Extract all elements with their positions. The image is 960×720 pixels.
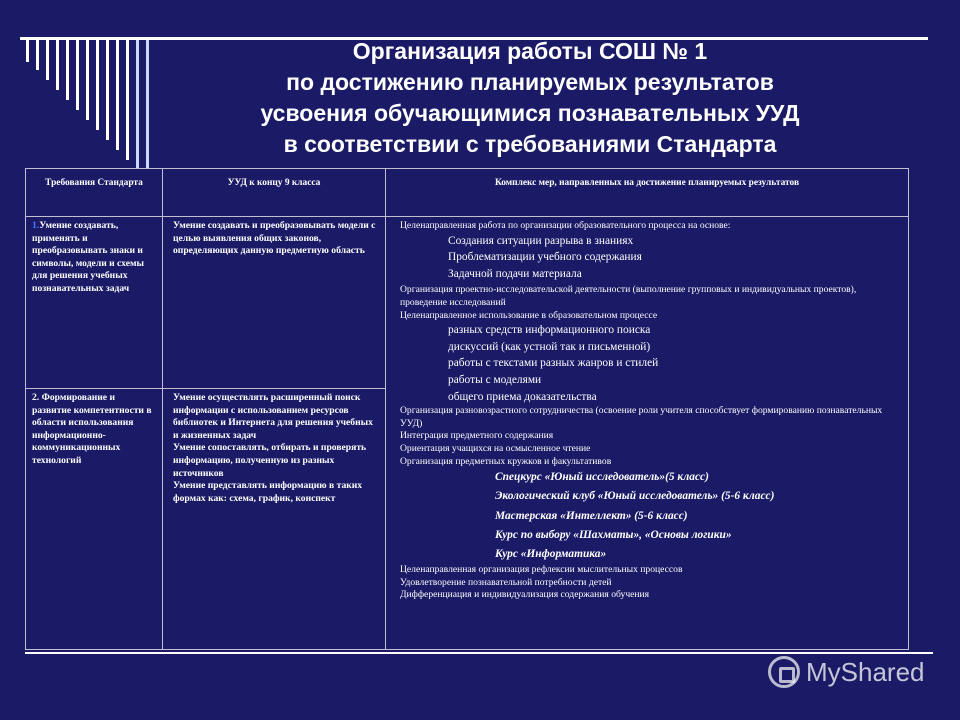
measure-item: Ориентация учащихся на осмысленное чтение [400, 442, 591, 454]
item-number: 1. [32, 220, 40, 231]
uud-text: Умение сопоставлять, отбирать и проверять информацию, полученную из разных источников [173, 442, 367, 479]
watermark-text: MyShared [806, 656, 925, 687]
measure-item: Целенаправленное использование в образовательном процессе [400, 309, 658, 321]
requirement-text: Умение создавать, применять и преобразовывать знаки и символы, модели и схемы для решения учебных познавательных задач [32, 220, 145, 294]
decor-bar [126, 40, 129, 160]
decor-bar [66, 40, 69, 100]
measure-subitem: работы с моделями [448, 373, 542, 386]
title-line: по достижению планируемых результатов [286, 69, 774, 95]
requirement-cell [26, 389, 163, 650]
title-line: усвоения обучающимися познавательных УУД [260, 100, 800, 126]
measures-cell [386, 217, 909, 650]
course-item: Мастерская «Интеллект» (5-6 класс) [495, 509, 688, 522]
decor-bar [86, 40, 89, 120]
measure-item: Интеграция предметного содержания [400, 430, 554, 442]
bottom-frame-line [25, 652, 933, 654]
measure-item: Целенаправленная работа по организации образовательного процесса на основе: [400, 220, 731, 231]
decor-bar [26, 40, 29, 62]
decor-bar [56, 40, 59, 90]
uud-cell [163, 389, 386, 650]
course-item: Курс по выбору «Шахматы», «Основы логики» [495, 528, 732, 541]
measure-item: Организация проектно-исследовательской деятельности (выполнение групповых и индивидуальных проектов), проведение исследований [400, 284, 857, 308]
uud-text: Умение создавать и преобразовывать модели с целью выявления общих законов, определяющих данную предметную область [173, 220, 376, 257]
uud-text: Умение осуществлять расширенный поиск информации с использованием ресурсов библиотек и Интернета для решения учебных и жизненных задач [173, 392, 373, 441]
measure-subitem: Создания ситуации разрыва в знаниях [448, 234, 634, 247]
header-uud: УУД к концу 9 класса [163, 169, 386, 217]
measure-subitem: разных средств информационного поиска [448, 324, 651, 337]
decor-bar [106, 40, 109, 140]
measure-item: Целенаправленная организация рефлексии мыслительных процессов [400, 564, 683, 576]
watermark-logo-icon [768, 656, 800, 688]
requirement-text: 2. Формирование и развитие компетентности в области использования информационно-коммуникационных технологий [32, 392, 152, 466]
uud-cell [163, 217, 386, 389]
measure-subitem: Проблематизации учебного содержания [448, 251, 642, 264]
watermark [768, 656, 925, 688]
course-item: Спецкурс «Юный исследователь»(5 класс) [495, 471, 709, 484]
table-row [26, 217, 909, 389]
standards-table [25, 168, 908, 650]
uud-text: Умение представлять информацию в таких формах как: схема, график, конспект [173, 480, 363, 504]
decor-bar [96, 40, 99, 130]
header-requirements: Требования Стандарта [26, 169, 163, 217]
header-measures: Комплекс мер, направленных на достижение планируемых результатов [386, 169, 909, 217]
measure-subitem: Задачной подачи материала [448, 267, 582, 280]
decor-bar [36, 40, 39, 70]
course-item: Курс «Информатика» [495, 547, 607, 560]
measure-item: Организация предметных кружков и факультативов [400, 455, 612, 467]
title-line: в соответствии с требованиями Стандарта [283, 131, 777, 157]
title-line: Организация работы СОШ № 1 [352, 38, 708, 64]
measure-subitem: работы с текстами разных жанров и стилей [448, 357, 659, 370]
measure-subitem: общего приема доказательства [448, 390, 597, 403]
measure-item: Организация разновозрастного сотрудничества (освоение роли учителя способствует формированию познавательных УУД) [400, 405, 883, 429]
measure-item: Удовлетворение познавательной потребности детей [400, 576, 612, 588]
decor-bar [46, 40, 49, 80]
course-item: Экологический клуб «Юный исследователь» (5-6 класс) [495, 490, 775, 503]
measure-subitem: дискуссий (как устной так и письменной) [448, 340, 651, 353]
page-title [160, 36, 900, 160]
decor-bar [146, 40, 149, 180]
table-header-row [26, 169, 909, 217]
decor-bar [116, 40, 119, 150]
decor-bar [76, 40, 79, 110]
requirement-cell [26, 217, 163, 389]
decor-bar [136, 40, 139, 170]
measure-item: Дифференциация и индивидуализация содержания обучения [400, 589, 650, 601]
